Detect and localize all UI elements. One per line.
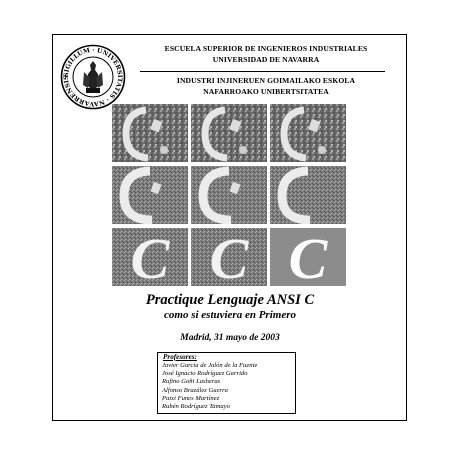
cover-tile <box>191 228 267 286</box>
header-divider <box>140 71 385 72</box>
document-subtitle: como si estuviera en Primero <box>164 309 296 321</box>
professor-name: José Ignacio Rodríguez Garrido <box>162 370 248 378</box>
professor-name: Patxi Funes Martínez <box>162 394 220 402</box>
professor-name: Rufino Goñi Lasheras <box>162 378 221 386</box>
professors-heading: Profesores: <box>163 353 197 361</box>
institution-line-3: INDUSTRI INJINERUEN GOIMAILAKO ESKOLA <box>176 76 356 85</box>
cover-letter: C <box>288 228 328 286</box>
cover-image-grid <box>112 104 346 286</box>
cover-tile <box>270 228 346 286</box>
cover-letter: C <box>130 228 170 286</box>
document-date: Madrid, 31 mayo de 2003 <box>180 333 280 343</box>
institution-line-4: NAFARROAKO UNIBERTSITATEA <box>203 87 329 96</box>
professor-name: Rubén Rodríguez Tamayo <box>162 403 230 411</box>
professor-name: Javier García de Jalón de la Fuente <box>162 362 258 369</box>
cover-letter: C <box>209 228 249 286</box>
institution-line-2: UNIVERSIDAD DE NAVARRA <box>212 55 320 64</box>
cover-tile <box>112 104 188 162</box>
cover-tile <box>112 228 188 286</box>
university-seal-icon <box>60 44 126 110</box>
cover-tile <box>270 104 346 162</box>
institution-line-1: ESCUELA SUPERIOR DE INGENIEROS INDUSTRIALES <box>164 44 368 53</box>
seal-ring-text: SIGILLUM · UNIVERSITATIS · NAVARRENSIS <box>62 46 124 108</box>
professor-name: Alfonso Brazález Guerra <box>162 386 228 394</box>
professors-list <box>162 362 257 411</box>
cover-tile <box>270 166 346 224</box>
cover-tile <box>112 166 188 224</box>
document-title: Practique Lenguaje ANSI C <box>145 292 315 308</box>
cover-tile <box>191 166 267 224</box>
cover-tile <box>191 104 267 162</box>
